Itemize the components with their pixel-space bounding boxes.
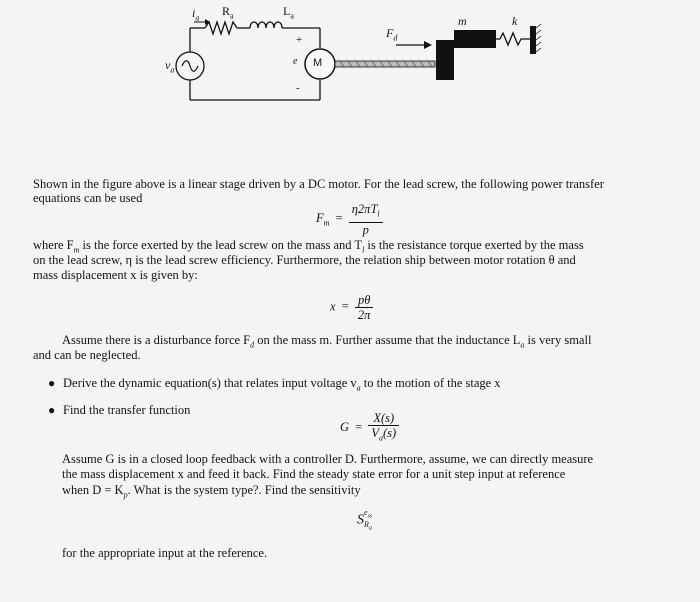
paragraph3-line1: Assume there is a disturbance force $F_d$ on the mass m. Further assume that the inductance $L_a$ is very small	[62, 333, 592, 350]
paragraph4-line2: the mass displacement x and feed it back. Find the steady state error for a unit step input at reference	[62, 467, 566, 481]
minus-label: -	[296, 82, 300, 94]
resistor-label: $R_a$	[222, 4, 234, 21]
circuit-diagram	[0, 0, 700, 120]
eq1-fraction: $\frac{\eta 2\pi T_l}{p}$	[349, 202, 383, 237]
current-label: $i_a$	[192, 6, 200, 23]
spring-label: k	[512, 14, 518, 28]
mass-label: m	[458, 14, 467, 28]
paragraph2-line1: where $F_m$ is the force exerted by the lead screw on the mass and $T_l$ is the resistance torque exerted by the mass	[33, 238, 584, 255]
bullet-dot: ●	[48, 403, 56, 417]
bullet-item-2: Find the transfer function	[63, 403, 191, 417]
equation-displacement: x = $\frac{p\theta}{2\pi}$	[330, 293, 373, 322]
plus-label: +	[296, 34, 303, 46]
paragraph5-line1: for the appropriate input at the reference.	[62, 546, 268, 560]
equation-transfer-function: G = $\frac{X(s)}{V_a(s)}$	[340, 411, 399, 446]
paragraph3-line2: and can be neglected.	[33, 348, 141, 362]
paragraph1-line1: Shown in the figure above is a linear stage driven by a DC motor. For the lead screw, the following power transfer	[33, 177, 604, 191]
circuit-svg	[0, 0, 700, 120]
equation-sensitivity: S $e_{ss}$ $R_a$	[357, 508, 373, 532]
voltage-label: $v_a$	[165, 58, 175, 75]
ac-wave-icon	[182, 61, 198, 72]
paragraph1-line2: equations can be used	[33, 191, 143, 205]
wall	[530, 26, 536, 54]
mass-block-left	[436, 40, 454, 80]
resistor-symbol	[205, 22, 237, 34]
paragraph4-line3: when $D = K_p$. What is the system type?. Find the sensitivity	[62, 483, 361, 500]
eq3-fraction: $\frac{X(s)}{V_a(s)}$	[368, 411, 399, 446]
paragraph2-line3: mass displacement x is given by:	[33, 268, 198, 282]
eq2-fraction: $\frac{p\theta}{2\pi}$	[355, 293, 374, 322]
bullet-item-1: Derive the dynamic equation(s) that relates input voltage $v_a$ to the motion of the stage x	[63, 376, 501, 393]
equation-force: $F_m$ = $\frac{\eta 2\pi T_l}{p}$	[316, 202, 383, 237]
paragraph2-line2: on the lead screw, η is the lead screw efficiency. Furthermore, the relation ship between motor rotation θ and	[33, 253, 576, 267]
force-label: $F_d$	[386, 26, 398, 43]
spring-symbol	[496, 33, 530, 45]
inductor-label: $L_a$	[283, 4, 294, 21]
mass-block-top	[454, 30, 496, 48]
motor-label: M	[313, 57, 323, 69]
paragraph4-line1: Assume G is in a closed loop feedback with a controller D. Furthermore, assume, we can directly measure	[62, 452, 594, 466]
force-arrowhead	[424, 41, 432, 49]
emf-label: e	[293, 56, 298, 67]
inductor-symbol	[250, 22, 282, 28]
bullet-dot: ●	[48, 376, 56, 390]
